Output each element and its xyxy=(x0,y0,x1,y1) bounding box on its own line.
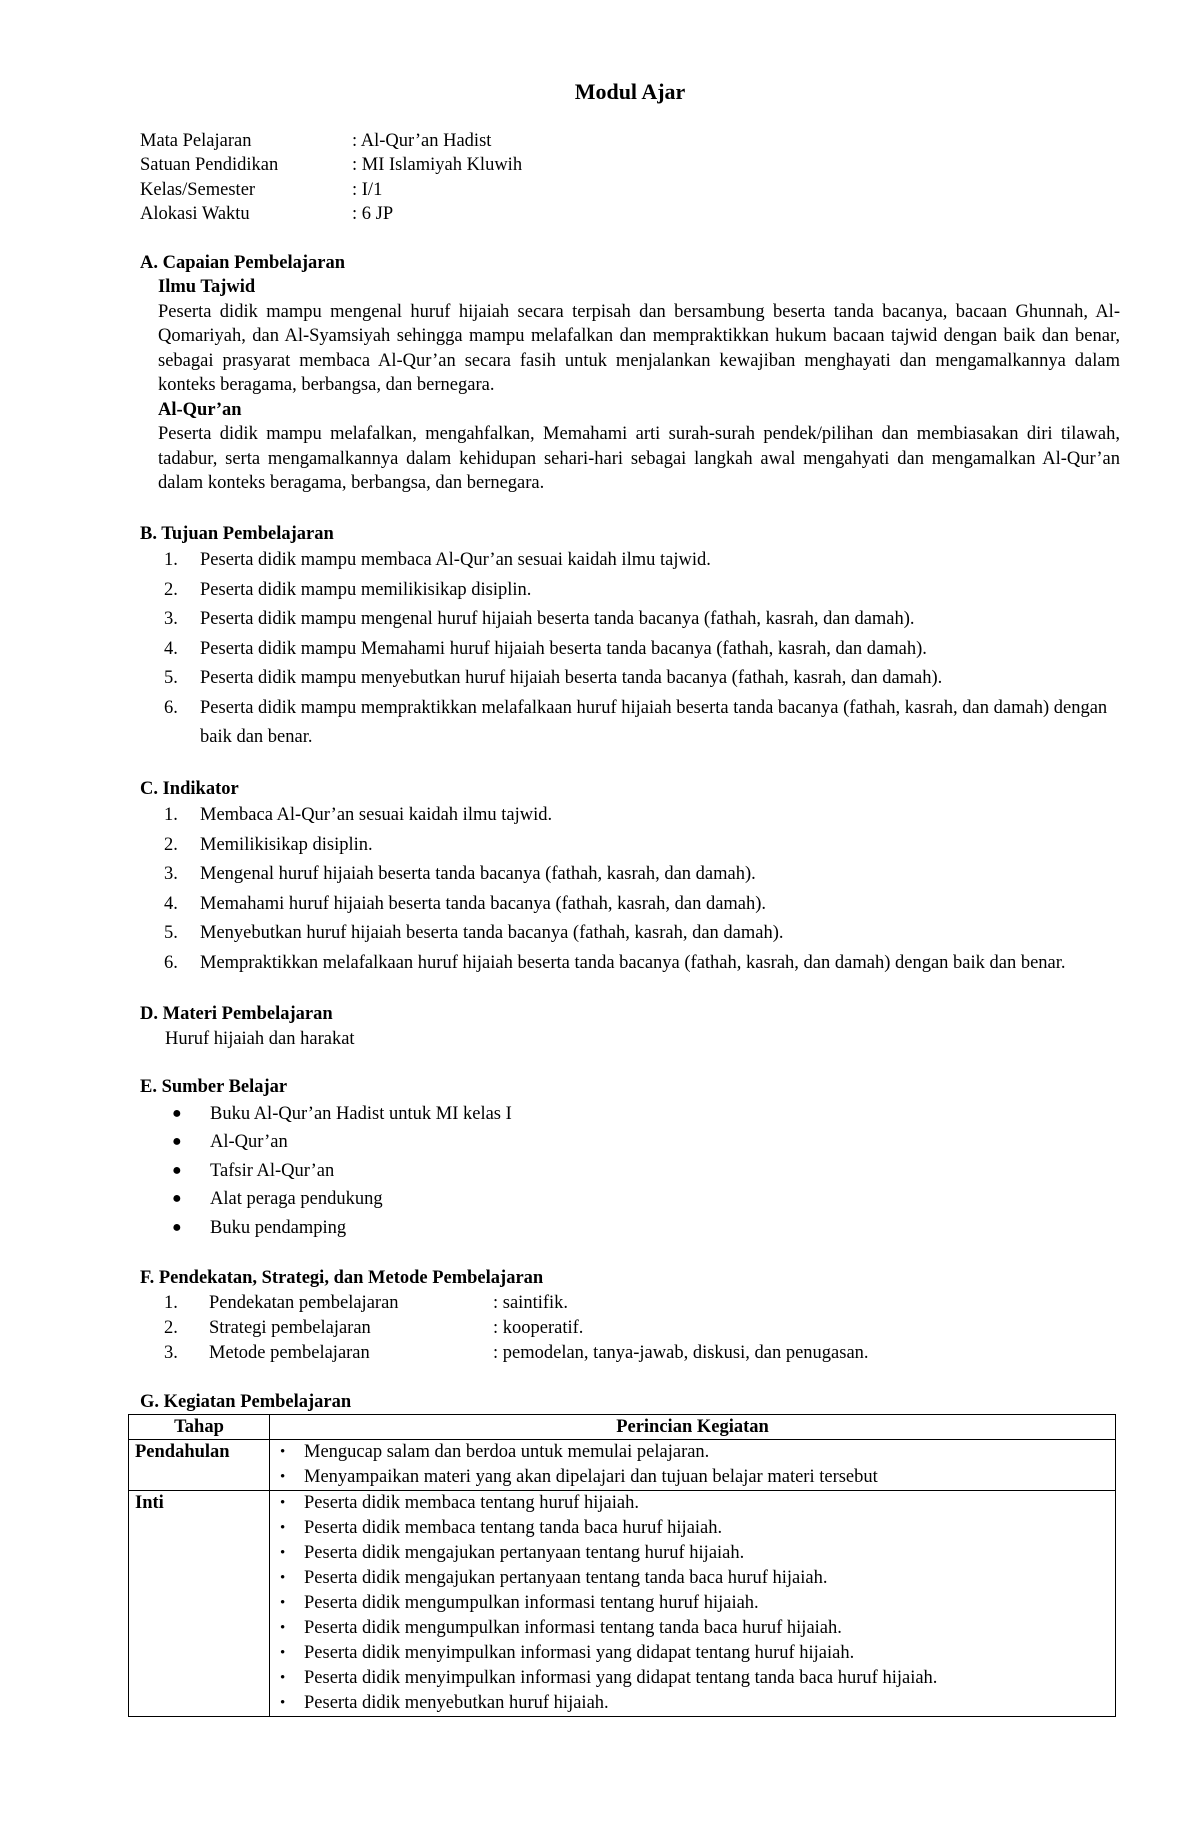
activity-item xyxy=(276,1541,1109,1566)
activity-text: Peserta didik membaca tentang huruf hijaiah. xyxy=(304,1493,639,1513)
bullet-icon: • xyxy=(280,1495,286,1511)
list-item xyxy=(140,1128,1120,1157)
list-item xyxy=(140,831,1120,861)
item-text: Peserta didik mampu Memahami huruf hijaiah beserta tanda bacanya (fathah, kasrah, dan damah). xyxy=(200,638,927,659)
item-text: Peserta didik mampu mengenal huruf hijaiah beserta tanda bacanya (fathah, kasrah, dan damah). xyxy=(200,609,915,629)
paragraph-ilmu-tajwid: Peserta didik mampu mengenal huruf hijaiah secara terpisah dan bersambung beserta tanda bacanya, bacaan Ghunnah, Al-Qomariyah, dan Al-Syamsiyah sehingga mampu melafalkan dan mempraktikkan hukum bacaan tajwid dengan baik dan benar, sebagai prasyarat membaca Al-Qur’an secara fasih untuk menjalankan kewajiban menghayati dan mengamalkannya dalam konteks beragama, berbangsa, dan bernegara. xyxy=(158,301,1120,395)
bullet-icon: • xyxy=(280,1545,286,1561)
meta-row xyxy=(140,178,1120,203)
activity-item xyxy=(276,1440,1109,1465)
item-number: 3. xyxy=(164,609,178,629)
item-text: Alat peraga pendukung xyxy=(210,1189,383,1209)
bullet-icon: ● xyxy=(172,1218,182,1236)
bullet-icon: ● xyxy=(172,1133,182,1150)
item-number: 3. xyxy=(164,1342,178,1363)
item-number: 4. xyxy=(164,893,178,914)
activity-text: Mengucap salam dan berdoa untuk memulai pelajaran. xyxy=(304,1442,710,1462)
section-f-heading: F. Pendekatan, Strategi, dan Metode Pembelajaran xyxy=(140,1268,544,1288)
list-item xyxy=(140,919,1120,949)
meta-label: Satuan Pendidikan xyxy=(140,155,279,175)
bullet-icon: ● xyxy=(172,1190,182,1207)
activity-cell xyxy=(270,1440,1116,1491)
item-text: Peserta didik mampu memilikisikap disiplin. xyxy=(200,579,532,600)
list-item xyxy=(140,664,1120,694)
column-header-tahap: Tahap xyxy=(129,1415,270,1440)
activity-item xyxy=(276,1666,1109,1691)
item-text: Menyebutkan huruf hijaiah beserta tanda bacanya (fathah, kasrah, dan damah). xyxy=(200,923,784,943)
meta-label: Kelas/Semester xyxy=(140,179,256,200)
bullet-icon: • xyxy=(280,1570,286,1586)
strategy-label: Metode pembelajaran xyxy=(209,1342,370,1363)
table-row xyxy=(129,1440,1116,1491)
item-text: Memilikisikap disiplin. xyxy=(200,834,373,855)
item-number: 6. xyxy=(164,697,178,718)
activity-item xyxy=(276,1641,1109,1666)
list-item xyxy=(140,576,1120,606)
paragraph-al-quran: Peserta didik mampu melafalkan, mengahfalkan, Memahami arti surah-surah pendek/pilihan dan membiasakan diri tilawah, tadabur, serta mengamalkannya dalam kehidupan sehari-hari sebagai langkah awal mengahyati dan mengamalkan Al-Qur’an dalam konteks beragama, berbangsa, dan bernegara. xyxy=(158,424,1120,493)
item-number: 5. xyxy=(164,923,178,943)
meta-row xyxy=(140,153,1120,178)
identity-block xyxy=(140,129,1120,227)
strategy-label: Pendekatan pembelajaran xyxy=(209,1292,399,1313)
item-text: Tafsir Al-Qur’an xyxy=(210,1160,335,1181)
bullet-icon: • xyxy=(280,1670,286,1686)
tujuan-list xyxy=(140,546,1120,753)
list-item xyxy=(140,546,1120,576)
meta-value: : Al-Qur’an Hadist xyxy=(352,130,492,151)
strategy-label: Strategi pembelajaran xyxy=(209,1317,371,1338)
item-number: 2. xyxy=(164,1317,178,1338)
activity-item xyxy=(276,1566,1109,1591)
activity-item xyxy=(276,1691,1109,1716)
sumber-list xyxy=(140,1100,1120,1243)
strategy-value: : saintifik. xyxy=(493,1292,569,1313)
activity-text: Peserta didik mengumpulkan informasi tentang huruf hijaiah. xyxy=(304,1593,759,1613)
strategy-value: : pemodelan, tanya-jawab, diskusi, dan penugasan. xyxy=(493,1342,869,1363)
activity-text: Peserta didik menyimpulkan informasi yang didapat tentang tanda baca huruf hijaiah. xyxy=(304,1668,938,1688)
item-text: Mempraktikkan melafalkaan huruf hijaiah beserta tanda bacanya (fathah, kasrah, dan damah) dengan baik dan benar. xyxy=(200,952,1066,973)
activity-item xyxy=(276,1591,1109,1616)
meta-label: Alokasi Waktu xyxy=(140,204,250,224)
item-number: 5. xyxy=(164,668,178,688)
item-number: 3. xyxy=(164,864,178,884)
activity-item xyxy=(276,1516,1109,1541)
bullet-icon: • xyxy=(280,1695,286,1711)
meta-label: Mata Pelajaran xyxy=(140,130,252,151)
bullet-icon: • xyxy=(280,1520,286,1536)
item-text: Peserta didik mampu membaca Al-Qur’an sesuai kaidah ilmu tajwid. xyxy=(200,550,711,570)
activity-item xyxy=(276,1465,1109,1490)
item-number: 4. xyxy=(164,638,178,659)
item-text: Buku pendamping xyxy=(210,1217,347,1238)
bullet-icon: • xyxy=(280,1469,286,1485)
list-item xyxy=(140,605,1120,635)
bullet-icon: • xyxy=(280,1645,286,1661)
bullet-icon: ● xyxy=(172,1104,182,1122)
activity-text: Peserta didik mengajukan pertanyaan tentang tanda baca huruf hijaiah. xyxy=(304,1568,828,1588)
activity-item xyxy=(276,1491,1109,1516)
section-g-heading: G. Kegiatan Pembelajaran xyxy=(140,1391,352,1412)
activity-text: Menyampaikan materi yang akan dipelajari dan tujuan belajar materi tersebut xyxy=(304,1467,878,1487)
meta-row xyxy=(140,129,1120,154)
stage-cell: Pendahulan xyxy=(129,1440,270,1491)
list-item xyxy=(140,1185,1120,1214)
activity-text: Peserta didik mengumpulkan informasi tentang tanda baca huruf hijaiah. xyxy=(304,1618,842,1638)
item-text: Membaca Al-Qur’an sesuai kaidah ilmu tajwid. xyxy=(200,805,553,825)
section-e-heading: E. Sumber Belajar xyxy=(140,1077,288,1097)
bullet-icon: ● xyxy=(172,1161,182,1179)
kegiatan-table xyxy=(128,1414,1116,1717)
list-item xyxy=(140,949,1120,979)
activity-item xyxy=(276,1616,1109,1641)
list-item xyxy=(140,1214,1120,1243)
section-c-heading: C. Indikator xyxy=(140,778,239,799)
list-item xyxy=(140,890,1120,920)
list-item xyxy=(140,801,1120,831)
list-item xyxy=(140,860,1120,890)
activity-cell xyxy=(270,1491,1116,1717)
list-item xyxy=(140,635,1120,665)
activity-text: Peserta didik menyimpulkan informasi yang didapat tentang huruf hijaiah. xyxy=(304,1643,855,1663)
table-row xyxy=(129,1491,1116,1717)
column-header-perincian: Perincian Kegiatan xyxy=(270,1415,1116,1440)
item-text: Memahami huruf hijaiah beserta tanda bacanya (fathah, kasrah, dan damah). xyxy=(200,893,767,914)
meta-value: : I/1 xyxy=(352,179,383,200)
materi-text: Huruf hijaiah dan harakat xyxy=(165,1028,355,1049)
meta-value: : 6 JP xyxy=(352,204,394,224)
item-text: Peserta didik mampu menyebutkan huruf hijaiah beserta tanda bacanya (fathah, kasrah, dan damah). xyxy=(200,668,943,688)
bullet-icon: • xyxy=(280,1444,286,1460)
list-item xyxy=(140,1100,1120,1129)
subheading-al-quran: Al-Qur’an xyxy=(158,399,242,420)
subheading-ilmu-tajwid: Ilmu Tajwid xyxy=(158,277,256,297)
indikator-list xyxy=(140,801,1120,978)
item-text: Al-Qur’an xyxy=(210,1132,288,1152)
item-number: 6. xyxy=(164,952,178,973)
document-title: Modul Ajar xyxy=(574,79,686,104)
item-text: Peserta didik mampu mempraktikkan melafalkaan huruf hijaiah beserta tanda bacanya (fathah, kasrah, dan damah) dengan baik dan benar. xyxy=(200,697,1108,747)
section-a-heading: A. Capaian Pembelajaran xyxy=(140,252,346,273)
section-d-heading: D. Materi Pembelajaran xyxy=(140,1004,333,1024)
document-page xyxy=(135,79,1120,1717)
item-number: 2. xyxy=(164,834,178,855)
strategy-row xyxy=(140,1291,1120,1316)
strategy-row xyxy=(140,1316,1120,1341)
item-number: 1. xyxy=(164,805,178,825)
section-b-heading: B. Tujuan Pembelajaran xyxy=(140,523,334,544)
item-number: 2. xyxy=(164,579,178,600)
activity-text: Peserta didik menyebutkan huruf hijaiah. xyxy=(304,1693,609,1713)
bullet-icon: • xyxy=(280,1595,286,1611)
item-number: 1. xyxy=(164,550,178,570)
table-header-row xyxy=(129,1415,1116,1440)
strategy-row xyxy=(140,1341,1120,1366)
stage-cell: Inti xyxy=(129,1491,270,1717)
activity-text: Peserta didik membaca tentang tanda baca huruf hijaiah. xyxy=(304,1518,723,1538)
list-item xyxy=(140,694,1120,753)
item-text: Mengenal huruf hijaiah beserta tanda bacanya (fathah, kasrah, dan damah). xyxy=(200,864,756,884)
activity-text: Peserta didik mengajukan pertanyaan tentang huruf hijaiah. xyxy=(304,1543,745,1563)
meta-value: : MI Islamiyah Kluwih xyxy=(352,155,523,175)
meta-row xyxy=(140,202,1120,227)
bullet-icon: • xyxy=(280,1620,286,1636)
list-item xyxy=(140,1157,1120,1186)
item-number: 1. xyxy=(164,1292,178,1313)
strategy-value: : kooperatif. xyxy=(493,1317,584,1338)
item-text: Buku Al-Qur’an Hadist untuk MI kelas I xyxy=(210,1103,512,1124)
